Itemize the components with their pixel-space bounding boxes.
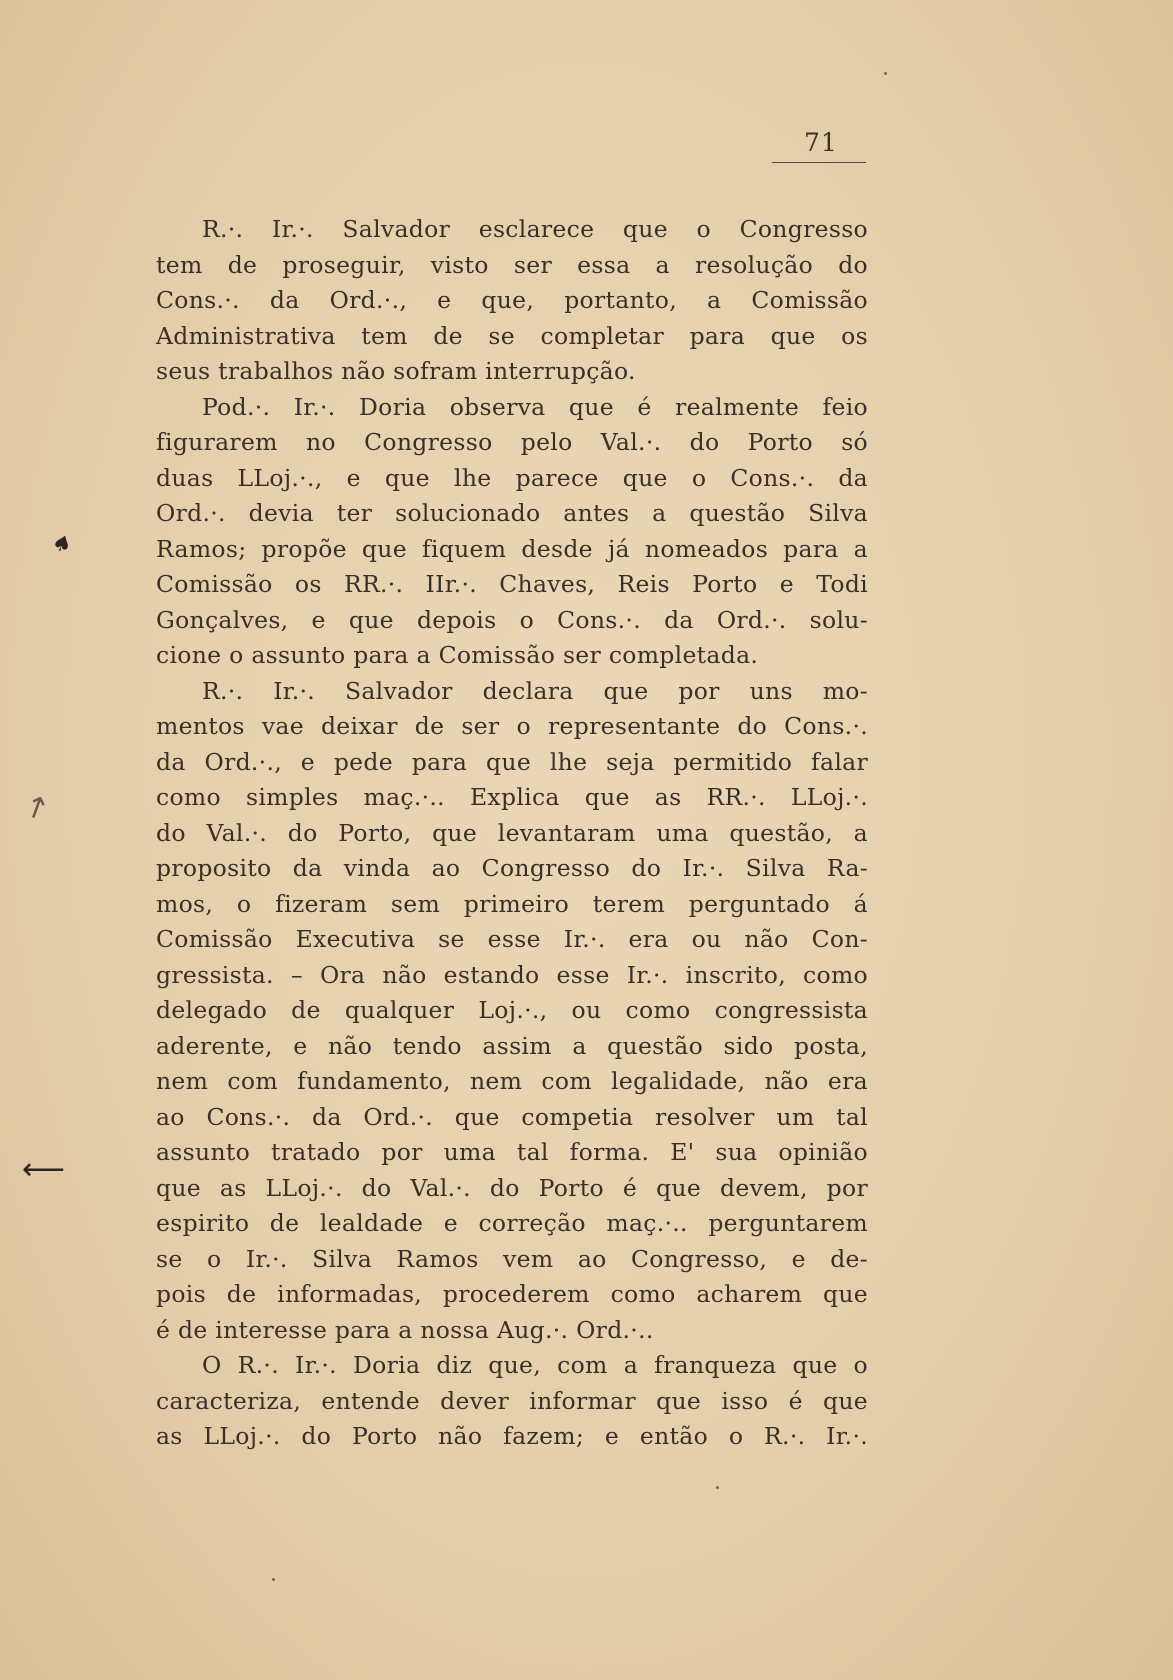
- text-line: Comissão os RR.·. IIr.·. Chaves, Reis Porto e Todi: [156, 570, 868, 598]
- text-line: Administrativa tem de se completar para que os: [156, 321, 868, 350]
- text-line: caracteriza, entende dever informar que isso é que: [156, 1386, 868, 1415]
- margin-mark-icon: ♠: [48, 529, 76, 560]
- text-line: cione o assunto para a Comissão ser completada.: [156, 641, 759, 669]
- text-line: pois de informadas, procederem como acharem que: [156, 1280, 868, 1308]
- text-line: R.·. Ir.·. Salvador esclarece que o Congresso: [202, 215, 868, 243]
- text-line: como simples maç.·.. Explica que as RR.·. LLoj.·.: [156, 783, 868, 811]
- paper-speck: [884, 72, 887, 75]
- text-line: gressista. – Ora não estando esse Ir.·. inscrito, como: [156, 960, 868, 989]
- margin-mark-icon: ↗: [17, 786, 56, 829]
- text-line: da Ord.·., e pede para que lhe seja permitido falar: [156, 747, 868, 776]
- text-line: Ramos; propõe que fiquem desde já nomeados para a: [156, 534, 868, 563]
- paper-speck: [716, 1486, 719, 1489]
- text-line: Gonçalves, e que depois o Cons.·. da Ord.·. solu-: [156, 605, 868, 634]
- text-line: Comissão Executiva se esse Ir.·. era ou não Con-: [156, 925, 868, 953]
- text-line: ao Cons.·. da Ord.·. que competia resolver um tal: [156, 1102, 868, 1131]
- text-line: O R.·. Ir.·. Doria diz que, com a franqueza que o: [202, 1351, 868, 1379]
- text-line: Ord.·. devia ter solucionado antes a questão Silva: [156, 499, 868, 527]
- text-line: tem de proseguir, visto ser essa a resolução do: [156, 250, 868, 279]
- text-line: Pod.·. Ir.·. Doria observa que é realmente feio: [202, 392, 868, 421]
- text-line: mos, o fizeram sem primeiro terem perguntado á: [156, 889, 868, 918]
- text-line: figurarem no Congresso pelo Val.·. do Porto só: [156, 428, 868, 456]
- text-line: R.·. Ir.·. Salvador declara que por uns mo-: [202, 676, 868, 705]
- text-line: as LLoj.·. do Porto não fazem; e então o R.·. Ir.·.: [156, 1422, 868, 1450]
- text-line: assunto tratado por uma tal forma. E' sua opinião: [156, 1138, 868, 1166]
- text-line: proposito da vinda ao Congresso do Ir.·. Silva Ra-: [156, 854, 868, 882]
- text-line: se o Ir.·. Silva Ramos vem ao Congresso, e de-: [156, 1244, 868, 1273]
- paper-speck: [272, 1578, 275, 1581]
- text-line: delegado de qualquer Loj.·., ou como congressista: [156, 996, 868, 1024]
- text-line: seus trabalhos não sofram interrupção.: [156, 357, 636, 385]
- text-line: duas LLoj.·., e que lhe parece que o Cons.·. da: [156, 463, 868, 492]
- text-line: aderente, e não tendo assim a questão sido posta,: [156, 1031, 868, 1060]
- body-text: [156, 212, 868, 1455]
- text-line: é de interesse para a nossa Aug.·. Ord.·..: [156, 1315, 654, 1344]
- text-line: do Val.·. do Porto, que levantaram uma questão, a: [156, 818, 868, 847]
- text-line: que as LLoj.·. do Val.·. do Porto é que devem, por: [156, 1173, 868, 1202]
- text-line: nem com fundamento, nem com legalidade, não era: [156, 1067, 868, 1095]
- page-number-rule: [772, 126, 866, 163]
- text-line: Cons.·. da Ord.·., e que, portanto, a Comissão: [156, 286, 868, 314]
- margin-arrow-icon: ⟵: [22, 1152, 66, 1187]
- text-line: mentos vae deixar de ser o representante do Cons.·.: [156, 712, 868, 740]
- page-number: 71: [804, 128, 838, 157]
- text-line: espirito de lealdade e correção maç.·.. perguntarem: [156, 1209, 868, 1237]
